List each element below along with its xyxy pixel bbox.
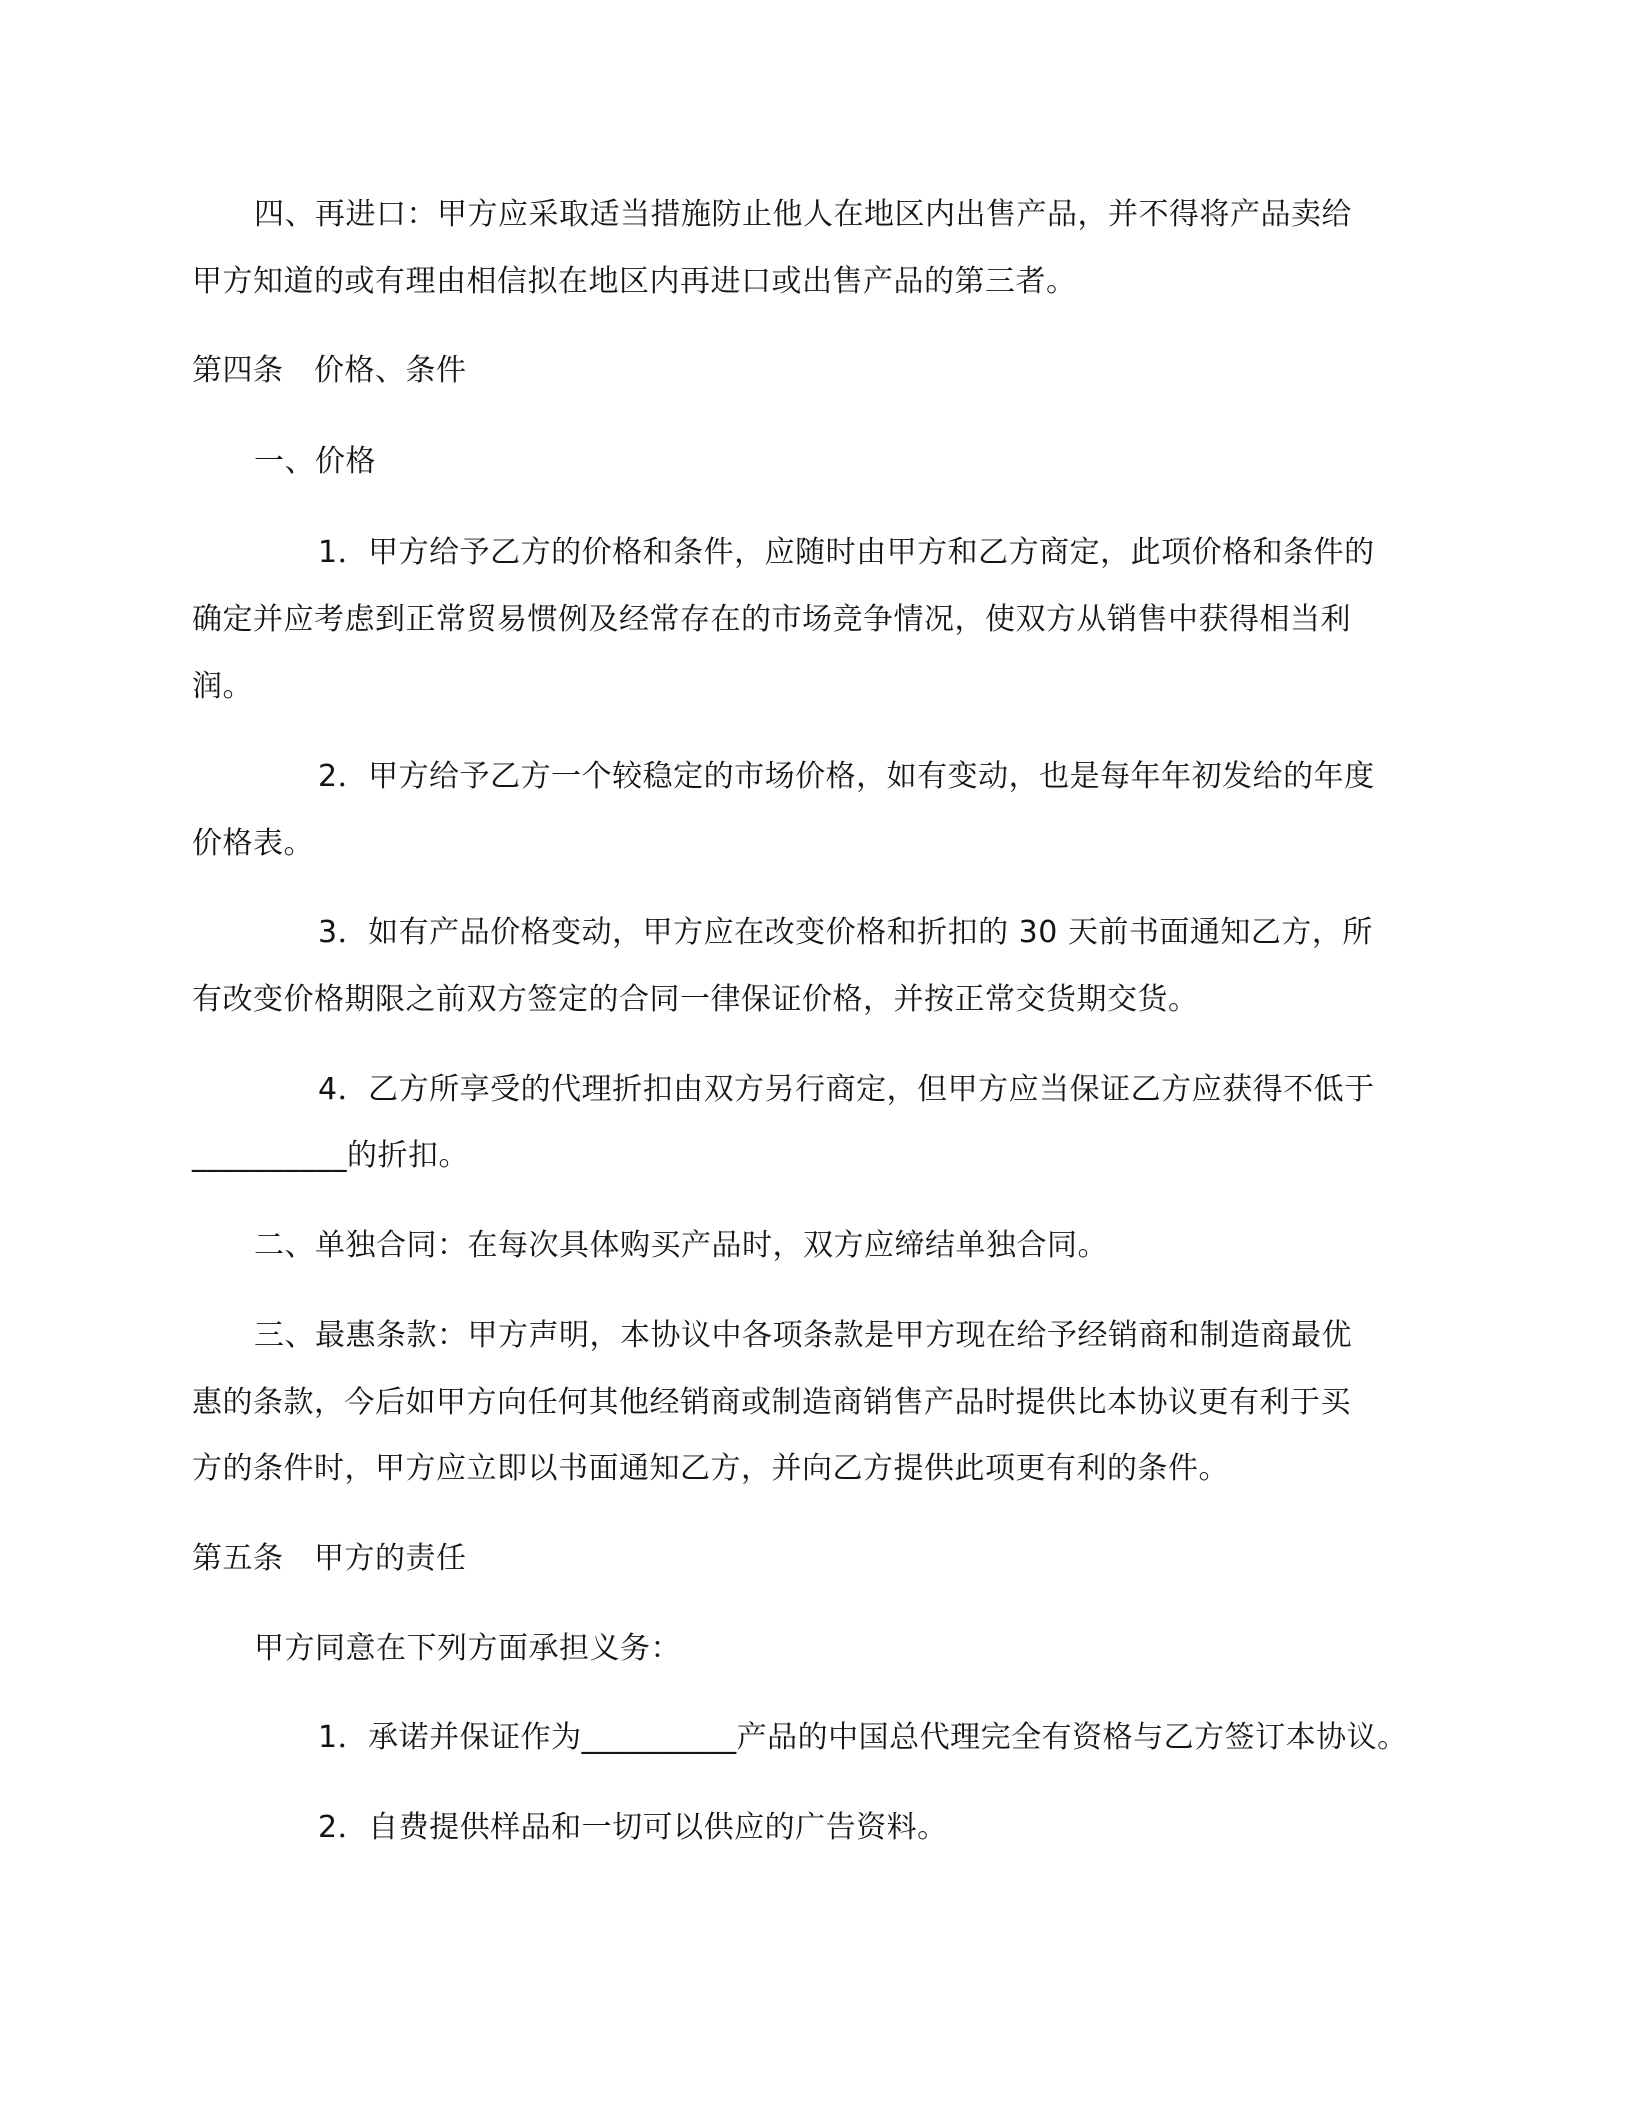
- article-5-heading: 第五条 甲方的责任: [192, 1541, 467, 1576]
- obligation-item-2: 2．自费提供样品和一切可以供应的广告资料。: [318, 1810, 948, 1845]
- most-favored-line-1: 三、最惠条款：甲方声明，本协议中各项条款是甲方现在给予经销商和制造商最优: [254, 1318, 1352, 1353]
- price-item-4-line-2: __________的折扣。: [192, 1138, 469, 1173]
- section-price-heading: 一、价格: [254, 444, 376, 479]
- price-item-2-line-2: 价格表。: [192, 826, 314, 861]
- price-item-3-line-2: 有改变价格期限之前双方签定的合同一律保证价格，并按正常交货期交货。: [192, 982, 1199, 1017]
- paragraph-reimport-line-2: 甲方知道的或有理由相信拟在地区内再进口或出售产品的第三者。: [192, 264, 1077, 299]
- price-item-3-line-1: 3．如有产品价格变动，甲方应在改变价格和折扣的 30 天前书面通知乙方，所: [318, 915, 1373, 950]
- party-a-obligations-intro: 甲方同意在下列方面承担义务：: [254, 1631, 681, 1666]
- article-4-heading: 第四条 价格、条件: [192, 353, 467, 388]
- price-item-1-line-1: 1．甲方给予乙方的价格和条件，应随时由甲方和乙方商定，此项价格和条件的: [318, 535, 1375, 570]
- price-item-1-line-3: 润。: [192, 669, 253, 704]
- most-favored-line-2: 惠的条款，今后如甲方向任何其他经销商或制造商销售产品时提供比本协议更有利于买: [192, 1385, 1351, 1420]
- price-item-1-line-2: 确定并应考虑到正常贸易惯例及经常存在的市场竞争情况，使双方从销售中获得相当利: [192, 602, 1351, 637]
- separate-contract-paragraph: 二、单独合同：在每次具体购买产品时，双方应缔结单独合同。: [254, 1228, 1108, 1263]
- price-item-2-line-1: 2．甲方给予乙方一个较稳定的市场价格，如有变动，也是每年年初发给的年度: [318, 759, 1375, 794]
- paragraph-reimport-line-1: 四、再进口：甲方应采取适当措施防止他人在地区内出售产品，并不得将产品卖给: [254, 197, 1352, 232]
- obligation-item-1: 1．承诺并保证作为__________产品的中国总代理完全有资格与乙方签订本协议。: [318, 1720, 1408, 1755]
- price-item-4-line-1: 4．乙方所享受的代理折扣由双方另行商定，但甲方应当保证乙方应获得不低于: [318, 1072, 1375, 1107]
- most-favored-line-3: 方的条件时，甲方应立即以书面通知乙方，并向乙方提供此项更有利的条件。: [192, 1451, 1229, 1486]
